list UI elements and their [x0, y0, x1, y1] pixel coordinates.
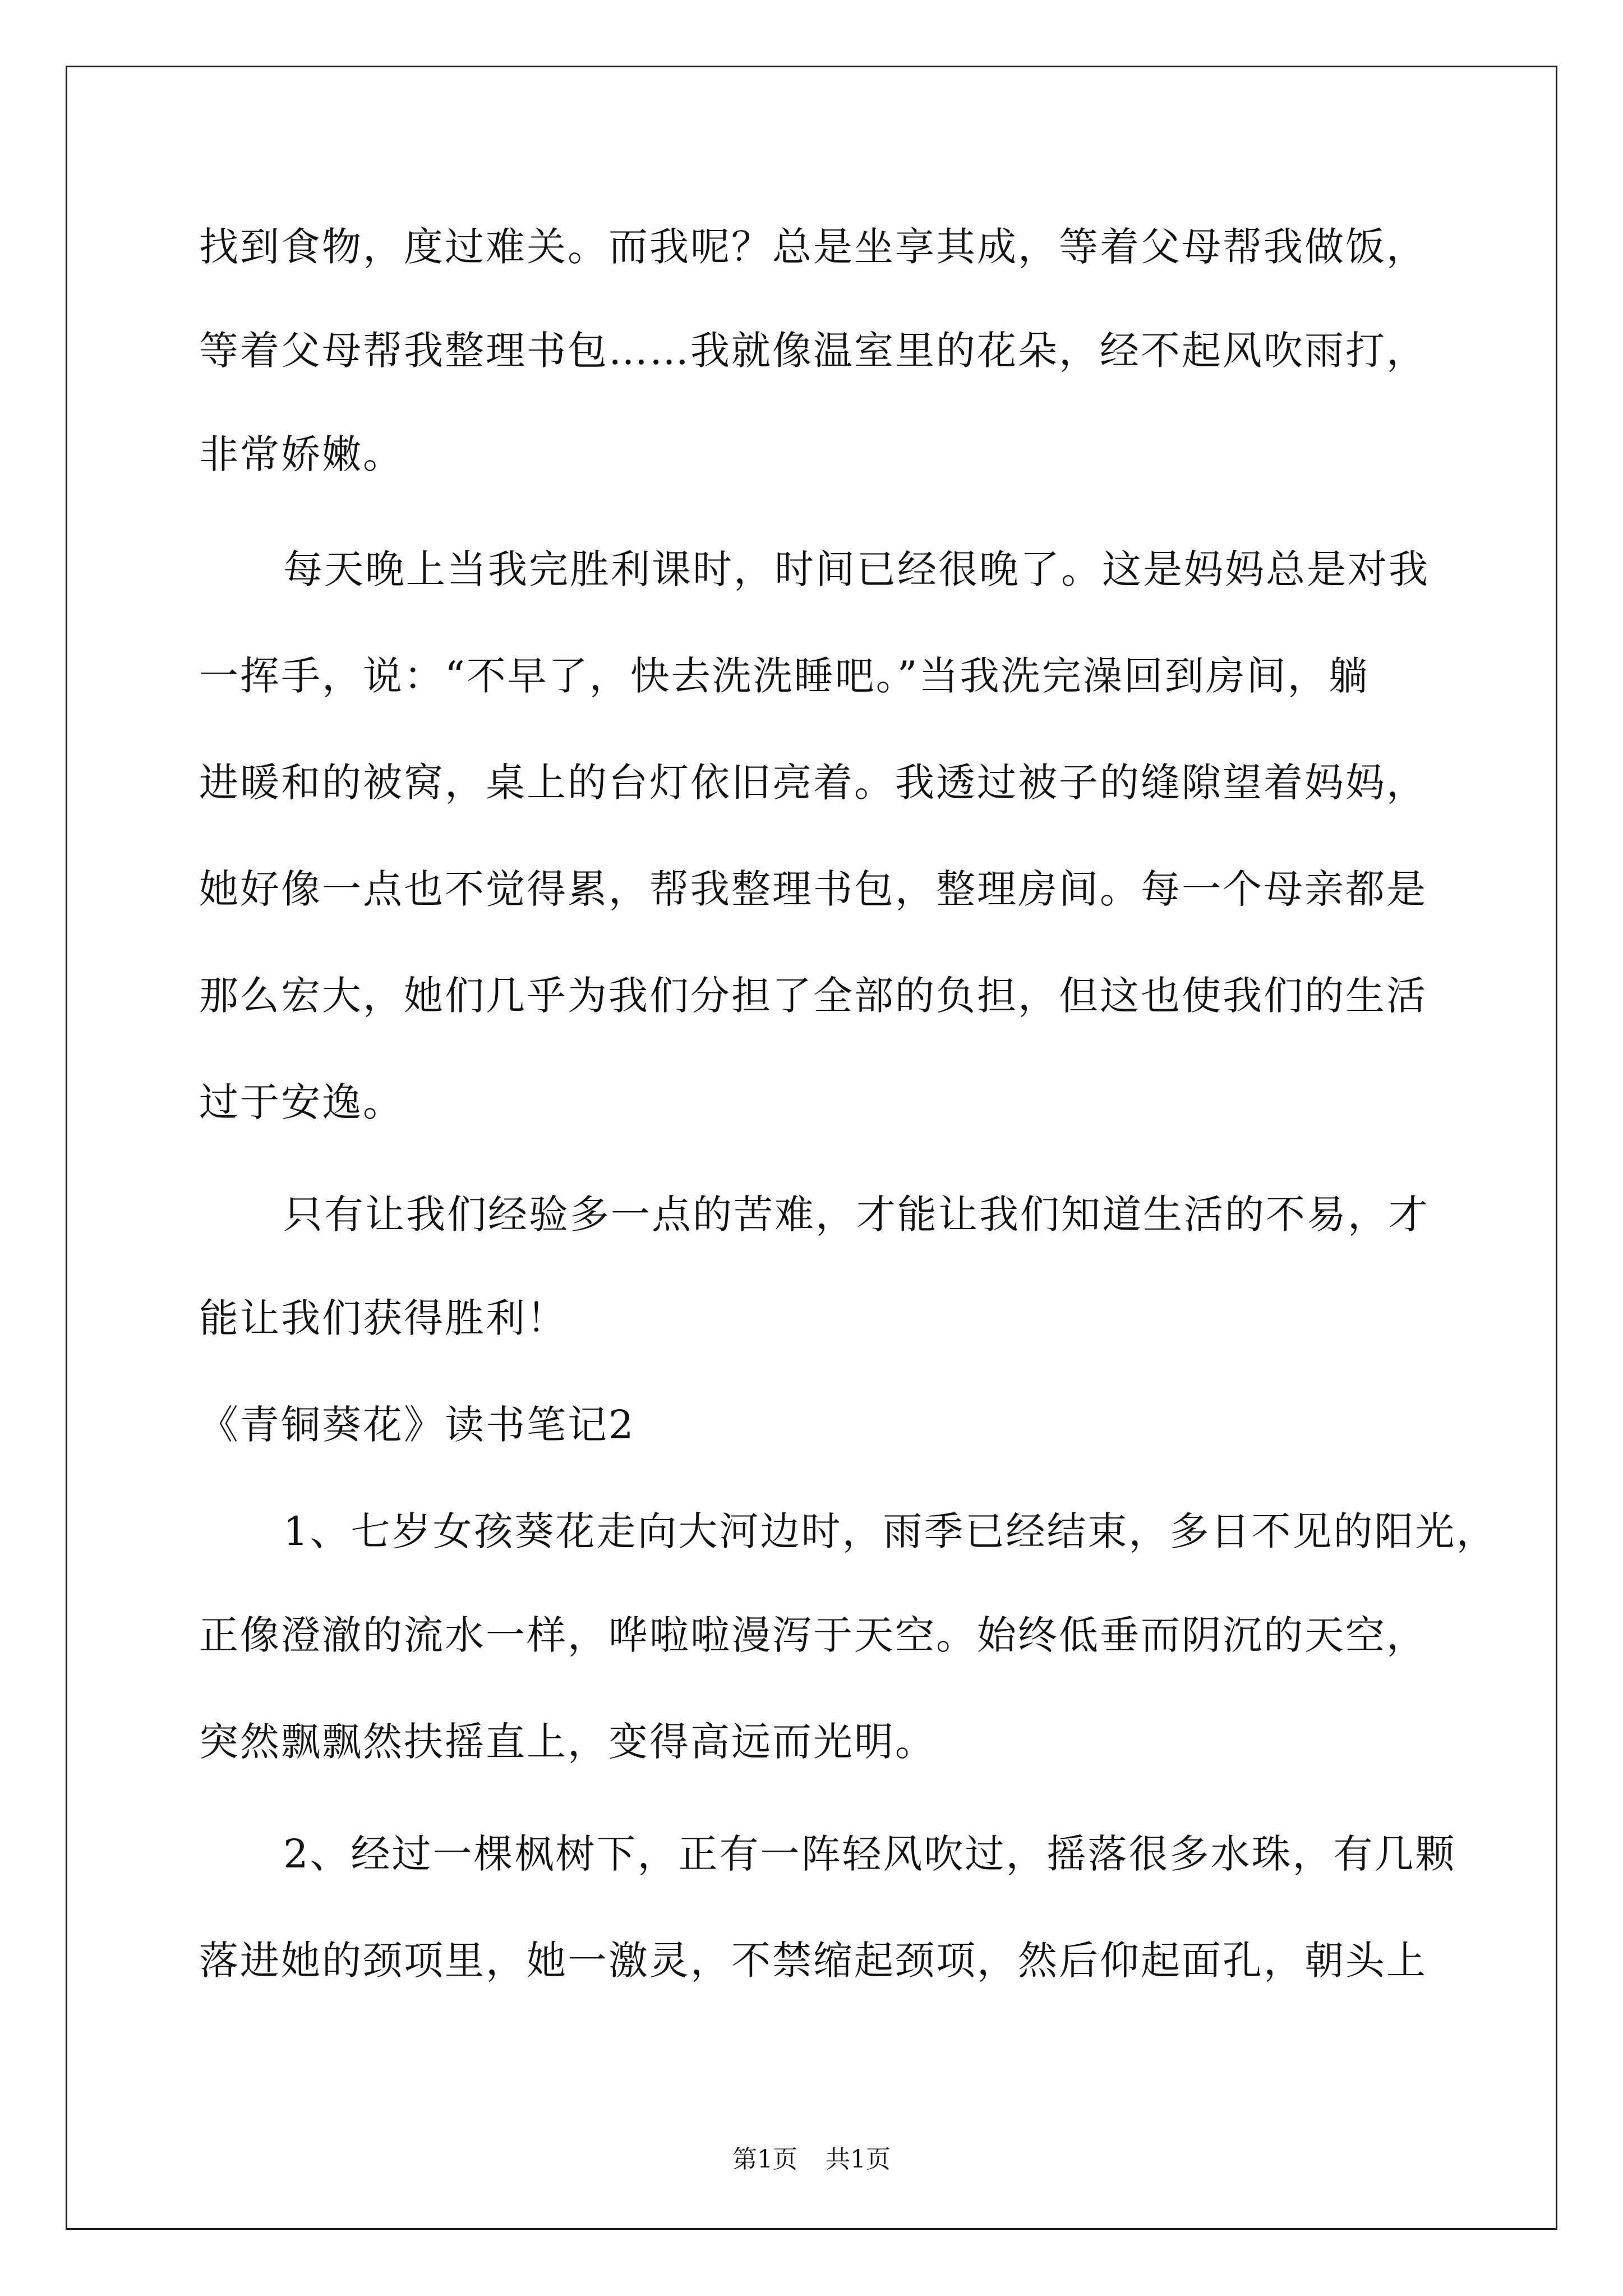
text-line: 她好像一点也不觉得累，帮我整理书包，整理房间。每一个母亲都是 [199, 866, 1427, 912]
text-line: 能让我们获得胜利！ [199, 1295, 568, 1341]
text-line: 过于安逸。 [199, 1079, 404, 1125]
text-line: 正像澄澈的流水一样，哗啦啦漫泻于天空。始终低垂而阴沉的天空， [199, 1612, 1427, 1658]
section-heading: 《青铜葵花》读书笔记2 [199, 1402, 635, 1448]
page-border [66, 66, 1557, 2230]
page-footer [0, 2144, 1623, 2175]
text-line: 非常娇嫩。 [199, 431, 404, 477]
page-total: 共1页 [826, 2145, 891, 2174]
text-line: 找到食物，度过难关。而我呢？总是坐享其成，等着父母帮我做饭， [199, 224, 1427, 270]
text-line: 一挥手，说：“不早了，快去洗洗睡吧。”当我洗完澡回到房间，躺 [199, 653, 1370, 699]
paragraph-first-line: 每天晚上当我完胜利课时，时间已经很晚了。这是妈妈总是对我 [283, 546, 1430, 592]
text-line: 落进她的颈项里，她一激灵，不禁缩起颈项，然后仰起面孔，朝头上 [199, 1938, 1427, 1984]
paragraph-first-line: 只有让我们经验多一点的苦难，才能让我们知道生活的不易，才 [283, 1191, 1430, 1237]
text-line: 突然飘飘然扶摇直上，变得高远而光明。 [199, 1719, 936, 1765]
page-number: 第1页 [732, 2145, 797, 2174]
paragraph-first-line: 2、经过一棵枫树下，正有一阵轻风吹过，摇落很多水珠，有几颗 [283, 1831, 1456, 1877]
text-line: 进暖和的被窝，桌上的台灯依旧亮着。我透过被子的缝隙望着妈妈， [199, 760, 1427, 806]
text-line: 那么宏大，她们几乎为我们分担了全部的负担，但这也使我们的生活 [199, 973, 1427, 1019]
text-line: 等着父母帮我整理书包……我就像温室里的花朵，经不起风吹雨打， [199, 328, 1427, 374]
paragraph-first-line: 1、七岁女孩葵花走向大河边时，雨季已经结束，多日不见的阳光， [283, 1508, 1497, 1554]
